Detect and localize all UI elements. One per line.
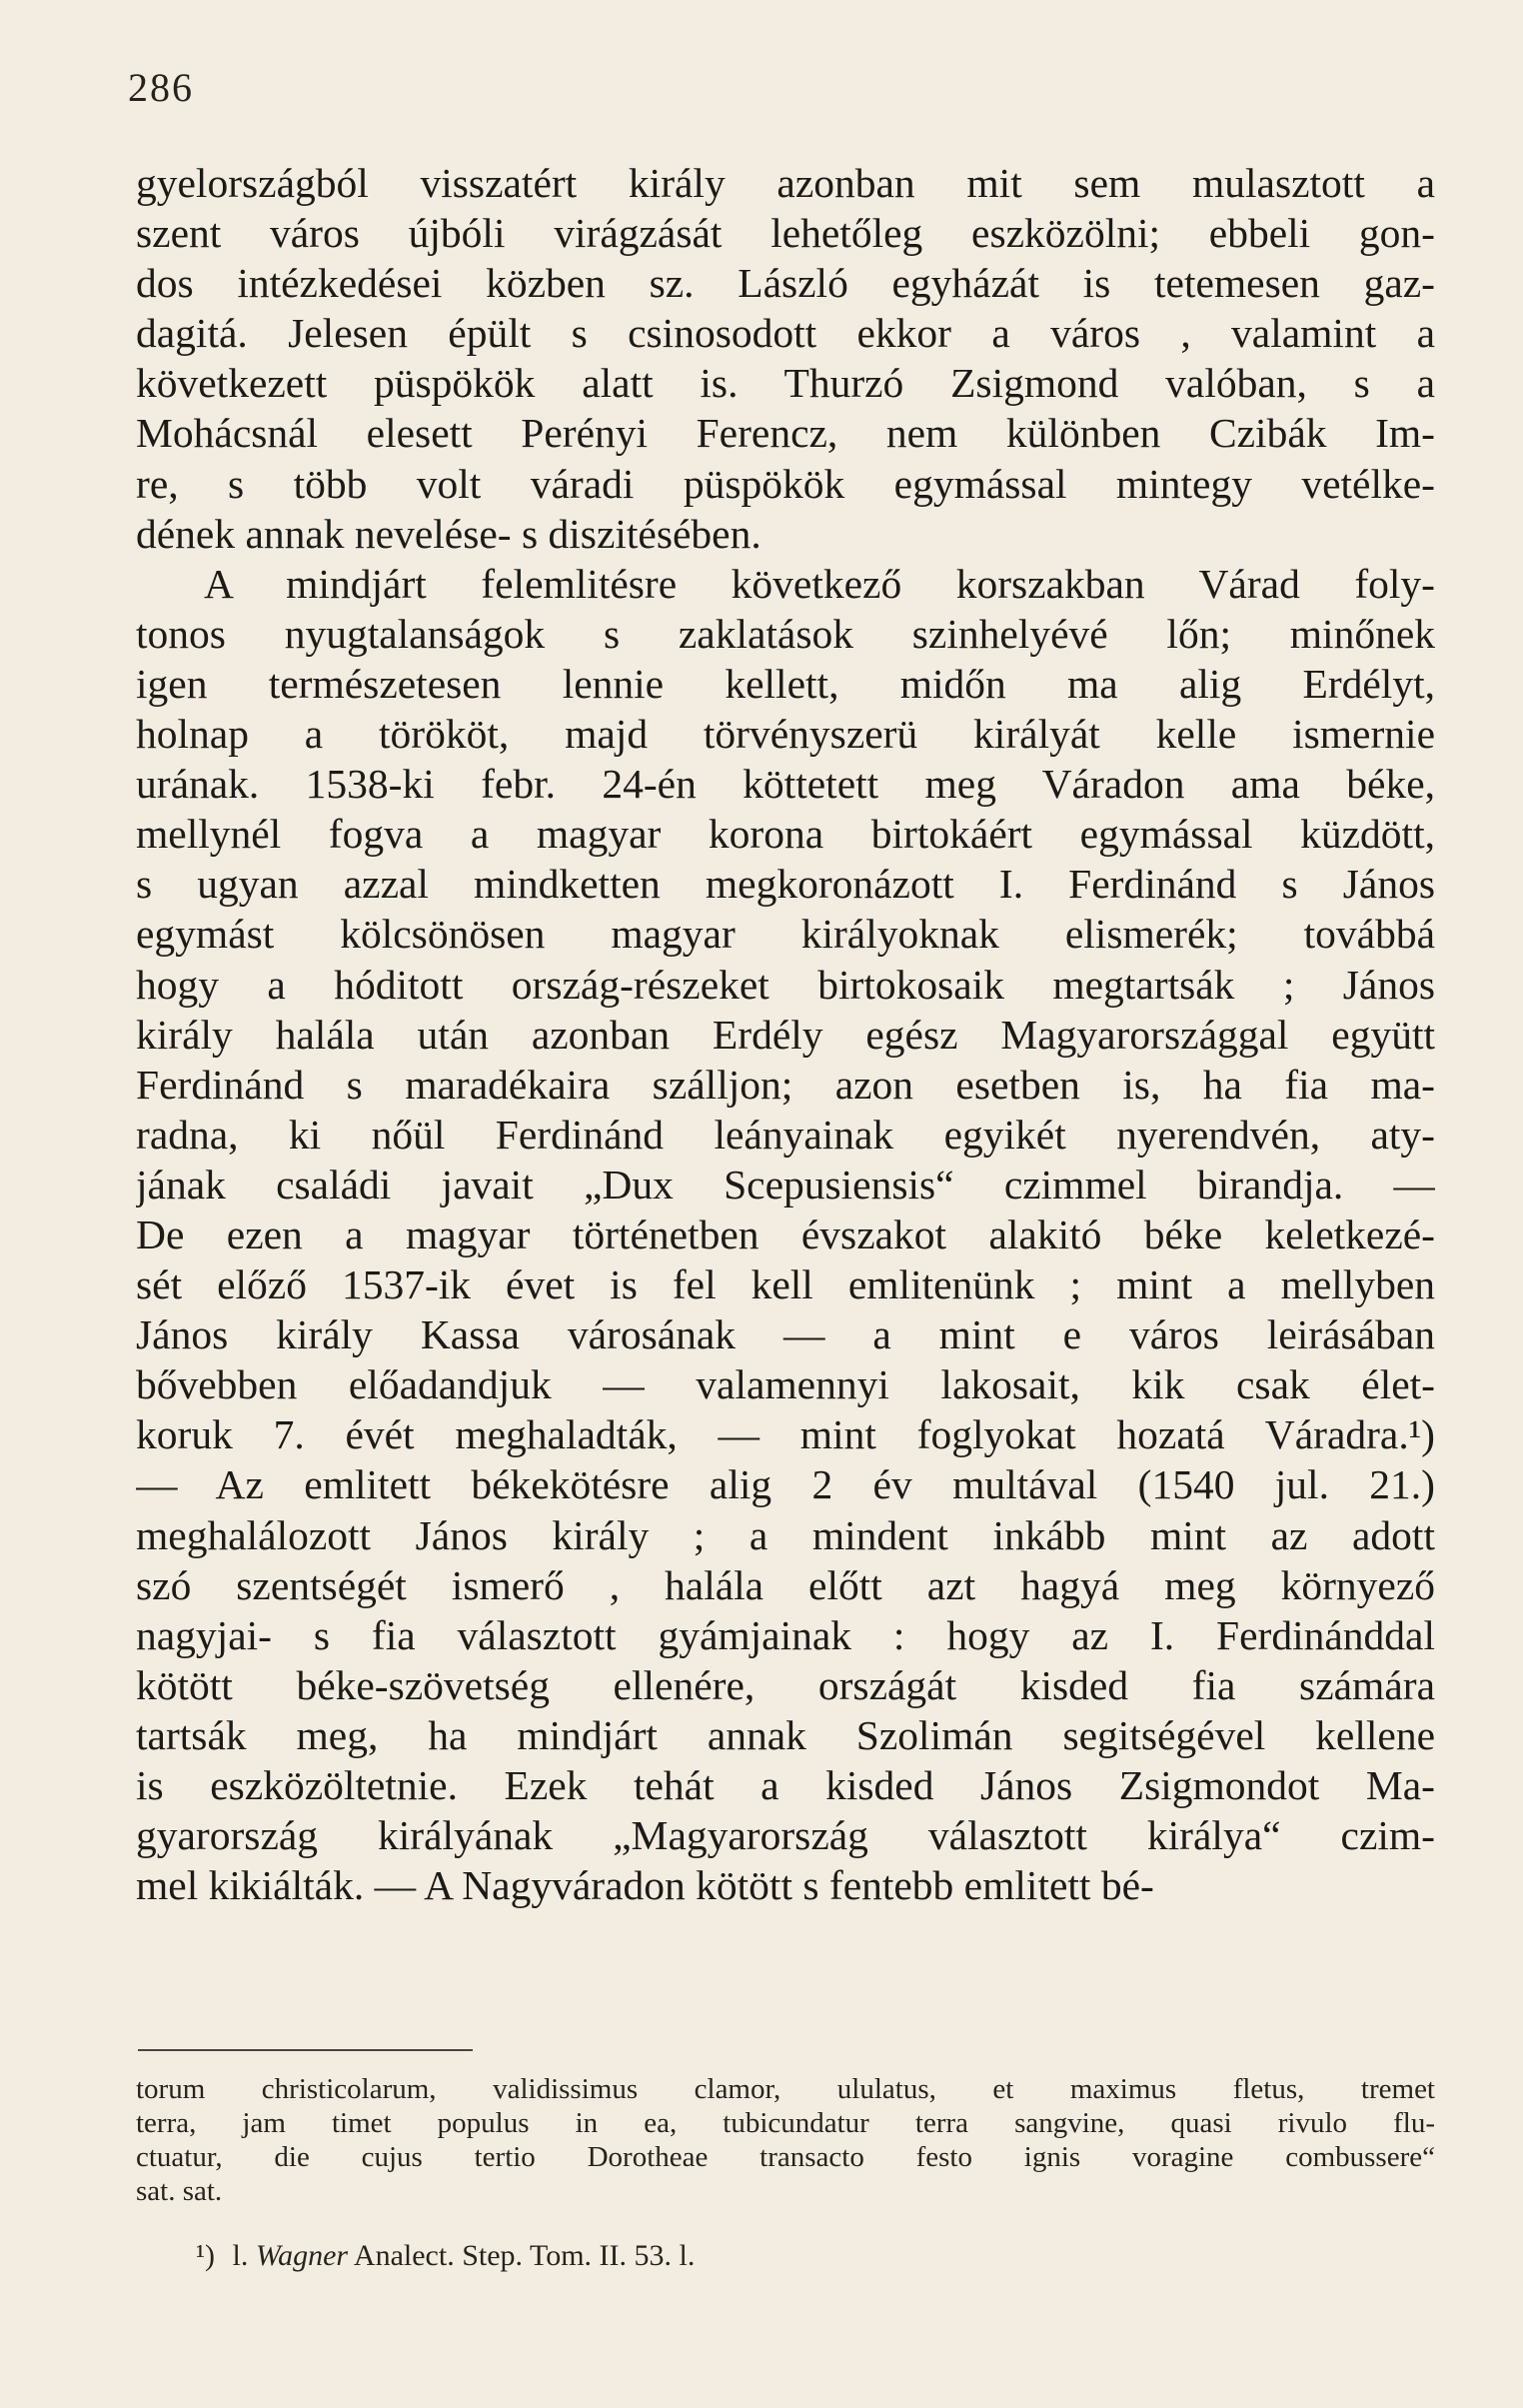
body-line: dos intézkedései közben sz. László egyházát is tetemesen gaz-: [136, 260, 1435, 307]
body-line: szó szentségét ismerő , halála előtt azt hagyá meg környező: [136, 1561, 1435, 1608]
body-line: Ferdinánd s maradékaira szálljon; azon esetben is, ha fia ma-: [136, 1061, 1435, 1108]
body-line: De ezen a magyar történetben évszakot alakitó béke keletkezé-: [136, 1210, 1435, 1257]
body-line: bővebben előadandjuk — valamennyi lakosait, kik csak élet-: [136, 1361, 1435, 1408]
body-line: jának családi javait „Dux Scepusiensis“ czimmel birandja. —: [136, 1161, 1435, 1207]
body-line: gyarország királyának „Magyarország választott királya“ czim-: [136, 1812, 1435, 1859]
footnote-prefix: l.: [232, 2239, 249, 2272]
body-line: János király Kassa városának — a mint e város leirásában: [136, 1311, 1435, 1358]
footnote-author: Wagner: [255, 2239, 349, 2272]
body-line: egymást kölcsönösen magyar királyoknak elismerék; továbbá: [136, 911, 1435, 958]
body-text: [136, 158, 1435, 1910]
body-line: is eszközöltetnie. Ezek tehát a kisded János Zsigmondot Ma-: [136, 1762, 1435, 1808]
body-line: következett püspökök alatt is. Thurzó Zsigmond valóban, s a: [136, 360, 1435, 407]
body-line: A mindjárt felemlitésre következő korszakban Várad foly-: [204, 560, 1435, 607]
footnote-block: [136, 2072, 1435, 2208]
body-line: koruk 7. évét meghaladták, — mint foglyokat hozatá Váradra.¹): [136, 1411, 1435, 1458]
footnote-rule: [138, 2049, 473, 2051]
footnote-reference: [196, 2239, 695, 2273]
body-line: re, s több volt váradi püspökök egymással mintegy vetélke-: [136, 460, 1435, 507]
body-line: igen természetesen lennie kellett, midőn ma alig Erdélyt,: [136, 660, 1435, 707]
body-line: s ugyan azzal mindketten megkoronázott I. Ferdinánd s János: [136, 861, 1435, 908]
footnote-line: ctuatur, die cujus tertio Dorotheae transacto festo ignis voragine combussere“: [136, 2141, 1435, 2173]
body-line: tartsák meg, ha mindjárt annak Szolimán segitségével kellene: [136, 1711, 1435, 1758]
body-line: hogy a hóditott ország-részeket birtokosaik megtartsák ; János: [136, 961, 1435, 1008]
page-number: 286: [128, 65, 194, 110]
body-line: urának. 1538-ki febr. 24-én köttetett meg Váradon ama béke,: [136, 761, 1435, 808]
body-line: király halála után azonban Erdély egész Magyarországgal együtt: [136, 1011, 1435, 1058]
body-line: — Az emlitett békekötésre alig 2 év multával (1540 jul. 21.): [136, 1461, 1435, 1508]
footnote-line: sat. sat.: [136, 2175, 223, 2207]
body-line: gyelországból visszatért király azonban mit sem mulasztott a: [136, 160, 1435, 206]
body-line: radna, ki nőül Ferdinánd leányainak egyikét nyerendvén, aty-: [136, 1111, 1435, 1158]
body-line: tonos nyugtalanságok s zaklatások szinhelyévé lőn; minőnek: [136, 610, 1435, 657]
body-line: dének annak nevelése- s diszitésében.: [136, 510, 762, 557]
footnote-citation: Analect. Step. Tom. II. 53. l.: [353, 2239, 696, 2272]
body-line: sét előző 1537-ik évet is fel kell emlitenünk ; mint a mellyben: [136, 1261, 1435, 1308]
body-line: mel kikiálták. — A Nagyváradon kötött s fentebb emlitett bé-: [136, 1862, 1154, 1909]
body-line: szent város újbóli virágzását lehetőleg eszközölni; ebbeli gon-: [136, 210, 1435, 257]
body-line: nagyjai- s fia választott gyámjainak : hogy az I. Ferdinánddal: [136, 1611, 1435, 1658]
footnote-line: torum christicolarum, validissimus clamor, ululatus, et maximus fletus, tremet: [136, 2073, 1435, 2105]
footnote-marker: ¹): [196, 2239, 215, 2272]
footnote-line: terra, jam timet populus in ea, tubicundatur terra sangvine, quasi rivulo flu-: [136, 2107, 1435, 2139]
body-line: mellynél fogva a magyar korona birtokáért egymással küzdött,: [136, 811, 1435, 858]
body-line: dagitá. Jelesen épült s csinosodott ekkor a város , valamint a: [136, 310, 1435, 357]
body-line: holnap a törököt, majd törvényszerü királyát kelle ismernie: [136, 711, 1435, 758]
body-line: Mohácsnál elesett Perényi Ferencz, nem különben Czibák Im-: [136, 410, 1435, 457]
body-line: meghalálozott János király ; a mindent inkább mint az adott: [136, 1511, 1435, 1558]
body-line: kötött béke-szövetség ellenére, országát kisded fia számára: [136, 1661, 1435, 1708]
